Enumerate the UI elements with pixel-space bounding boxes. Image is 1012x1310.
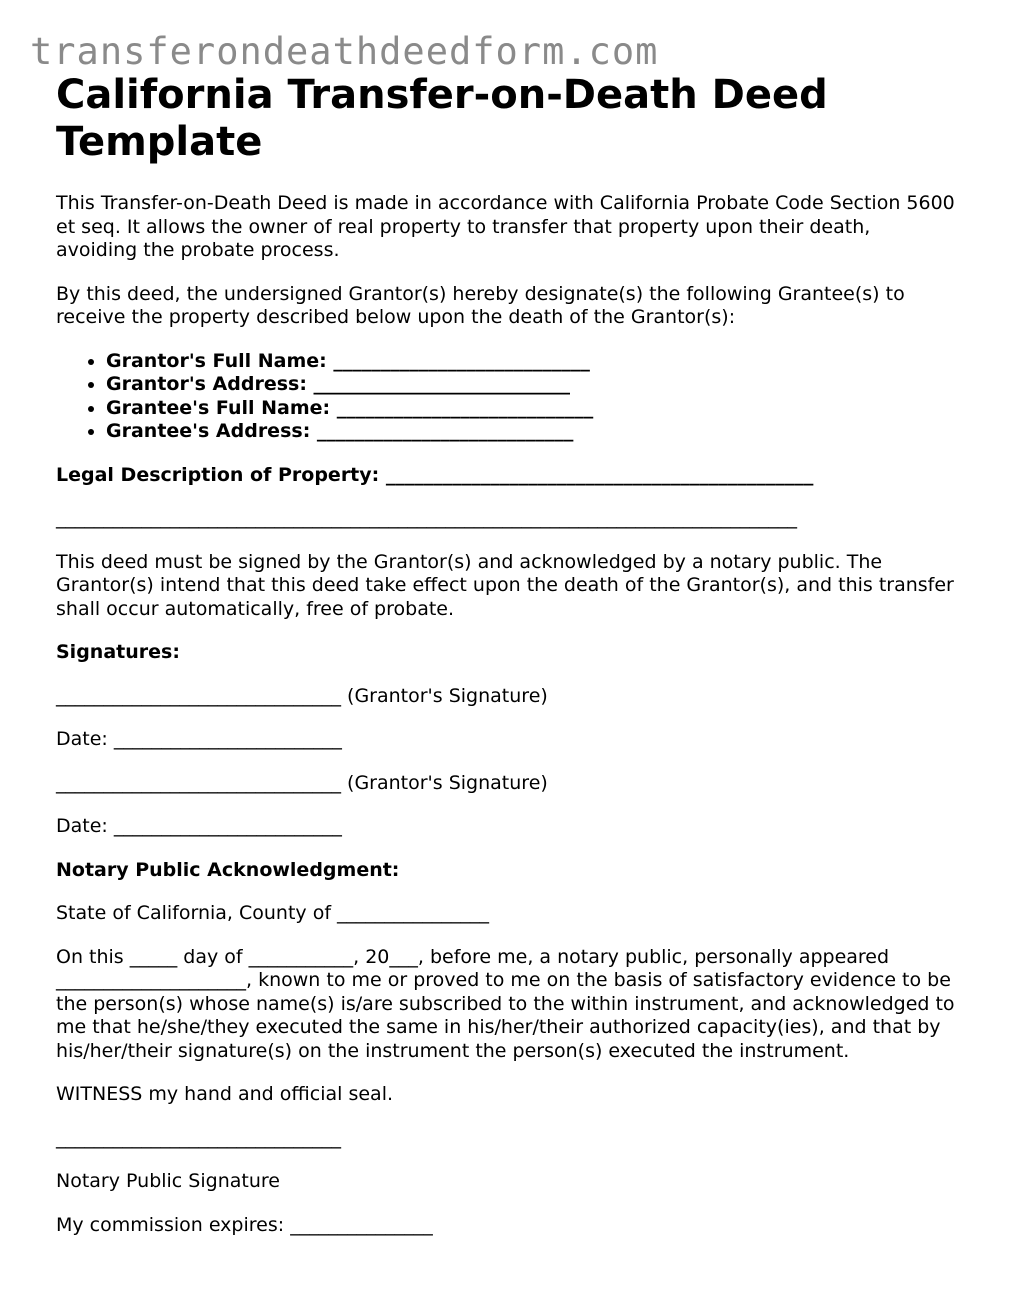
grantor-signature-2: ______________________________ (Grantor's Signature): [56, 771, 548, 794]
grantor-date-2: Date: ________________________: [56, 815, 342, 838]
notary-signature-label: Notary Public Signature: [56, 1170, 280, 1193]
page-title: California Transfer-on-Death Deed Template: [56, 72, 828, 165]
document-page: [56, 72, 956, 1237]
legal-description-field: Legal Description of Property: _____________________________________________: [56, 463, 814, 486]
witness-line: WITNESS my hand and official seal.: [56, 1083, 394, 1106]
party-fields-list: [56, 350, 956, 444]
signing-paragraph: This deed must be signed by the Grantor(s) and acknowledged by a notary public. The Grantor(s) intend that this deed take effect upon the death of the Grantor(s), and this transfer shall occur automatically, free of probate.: [56, 550, 954, 620]
acknowledgment-paragraph: On this _____ day of ___________, 20___, before me, a notary public, personally appeared ____________________, known to me or proved to me on the basis of satisfactory evidence to be the person(s) whose name(s) is/are subscribed to the within instrument, and acknowledged to me that he/she/they executed the same in his/her/their authorized capacity(ies), and that by his/her/their signature(s) on the instrument the person(s) executed the instrument.: [56, 945, 955, 1062]
watermark: transferondeathdeedform.com: [30, 30, 659, 73]
commission-expires-line: My commission expires: _______________: [56, 1213, 433, 1236]
notary-signature-line: ______________________________: [56, 1126, 341, 1149]
signatures-heading: Signatures:: [56, 641, 180, 664]
legal-description-line: ______________________________________________________________________________: [56, 507, 797, 530]
grantee-address-field: • Grantee's Address: ___________________________: [106, 420, 956, 444]
intro-paragraph: This Transfer-on-Death Deed is made in accordance with California Probate Code Section 5600 et seq. It allows the owner of real property to transfer that property upon their death, avoiding the probate process.: [56, 192, 955, 261]
grantee-name-field: • Grantee's Full Name: ___________________________: [106, 397, 956, 421]
grantor-date-1: Date: ________________________: [56, 728, 342, 751]
grantor-address-field: • Grantor's Address: ___________________________: [106, 373, 956, 397]
designation-paragraph: By this deed, the undersigned Grantor(s) hereby designate(s) the following Grantee(s) to receive the property described below upon the death of the Grantor(s):: [56, 282, 905, 328]
grantor-signature-1: ______________________________ (Grantor's Signature): [56, 684, 548, 707]
grantor-name-field: • Grantor's Full Name: ___________________________: [106, 350, 956, 374]
state-county-line: State of California, County of ________________: [56, 902, 490, 925]
notary-heading: Notary Public Acknowledgment:: [56, 858, 400, 881]
